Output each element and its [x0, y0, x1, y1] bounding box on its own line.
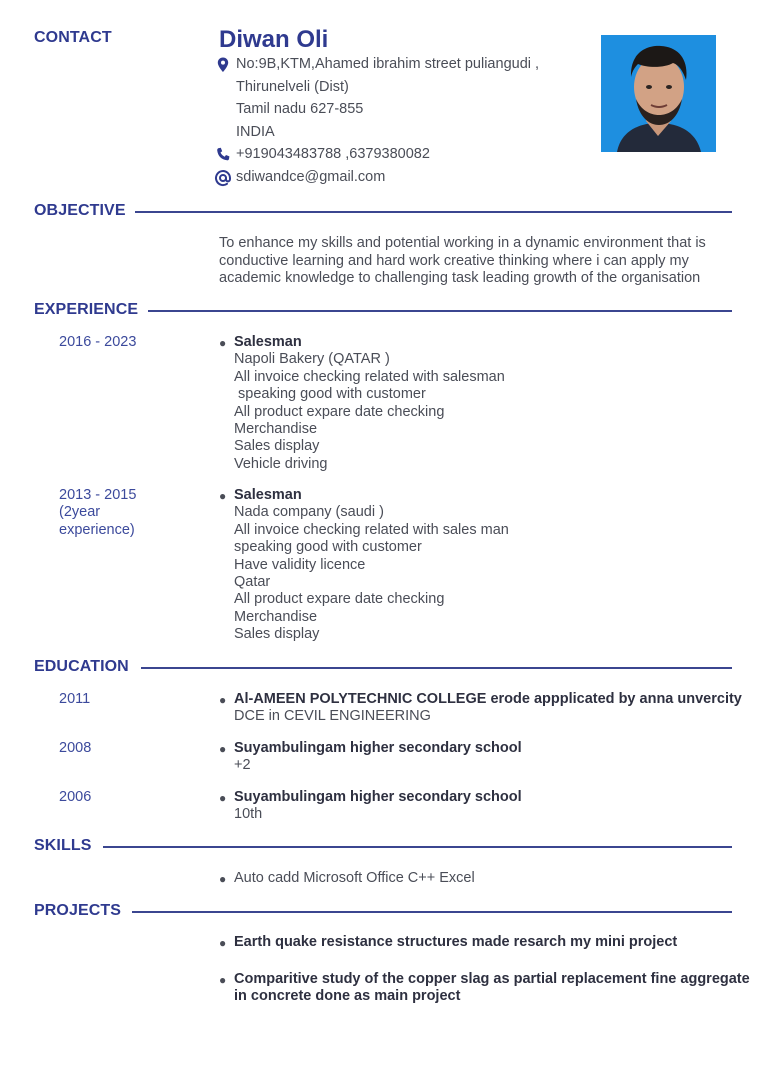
objective-line-1: To enhance my skills and potential working in a dynamic environment that is [219, 235, 706, 251]
experience-2-line: All invoice checking related with sales man [234, 521, 509, 538]
experience-1-years: 2016 - 2023 [59, 334, 137, 350]
bullet-icon: ● [219, 693, 227, 707]
bullet-icon: ● [219, 336, 227, 350]
experience-1-title: Salesman [234, 334, 302, 350]
bullet-icon: ● [219, 872, 227, 886]
project-2-line: in concrete done as main project [234, 988, 461, 1005]
education-divider [141, 667, 732, 669]
experience-2-years-line: (2year [59, 504, 101, 521]
education-2-entry [234, 740, 522, 775]
experience-2-entry [234, 487, 509, 644]
skills-heading: SKILLS [34, 837, 92, 854]
project-2 [234, 971, 750, 1006]
education-3-detail: 10th [234, 806, 263, 823]
education-3-entry [234, 789, 522, 824]
address-line-1: No:9B,KTM,Ahamed ibrahim street puliangudi , [236, 56, 540, 72]
address-line-2: Thirunelveli (Dist) [236, 79, 349, 95]
experience-1-line: speaking good with customer [234, 386, 426, 403]
skills-divider [103, 846, 732, 848]
experience-2-years-line: experience) [59, 521, 135, 538]
bullet-icon: ● [219, 973, 227, 987]
contact-heading: CONTACT [34, 29, 112, 46]
project-2-line: Comparitive study of the copper slag as partial replacement fine aggregate [234, 971, 750, 987]
phone-number: +919043483788 ,6379380082 [236, 146, 430, 162]
experience-2-title: Salesman [234, 487, 302, 503]
objective-divider [135, 211, 732, 213]
experience-2-line: Have validity licence [234, 556, 366, 573]
projects-divider [132, 911, 732, 913]
experience-divider [148, 310, 732, 312]
bullet-icon: ● [219, 489, 227, 503]
education-2-title: Suyambulingam higher secondary school [234, 740, 522, 756]
experience-2-line: Qatar [234, 574, 271, 591]
experience-1-line: Merchandise [234, 421, 318, 438]
bullet-icon: ● [219, 936, 227, 950]
objective-heading: OBJECTIVE [34, 202, 126, 219]
education-1-detail: DCE in CEVIL ENGINEERING [234, 708, 431, 725]
experience-1-line: Sales display [234, 438, 320, 455]
education-1-entry [234, 691, 742, 726]
experience-1-line: Napoli Bakery (QATAR ) [234, 351, 390, 368]
education-3-title: Suyambulingam higher secondary school [234, 789, 522, 805]
project-1-line: Earth quake resistance structures made resarch my mini project [234, 934, 678, 950]
bullet-icon: ● [219, 742, 227, 756]
address-line-4: INDIA [236, 124, 275, 140]
experience-1-line: All product expare date checking [234, 403, 445, 420]
experience-1-line: All invoice checking related with salesman [234, 368, 505, 385]
profile-photo [601, 35, 716, 152]
experience-2-line: speaking good with customer [234, 539, 422, 556]
education-2-year: 2008 [59, 740, 92, 756]
project-1 [234, 934, 677, 951]
experience-2-years [59, 487, 136, 539]
address-line-3: Tamil nadu 627-855 [236, 101, 364, 117]
objective-line-3: academic knowledge to challenging task leading growth of the organisation [219, 270, 701, 286]
experience-2-line: All product expare date checking [234, 591, 445, 608]
bullet-icon: ● [219, 791, 227, 805]
experience-1-entry [234, 334, 505, 473]
projects-heading: PROJECTS [34, 902, 122, 919]
education-2-detail: +2 [234, 757, 251, 774]
candidate-name: Diwan Oli [219, 26, 329, 53]
experience-heading: EXPERIENCE [34, 301, 139, 318]
email-address: sdiwandce@gmail.com [236, 169, 386, 185]
experience-2-years-line: 2013 - 2015 [59, 487, 137, 503]
experience-2-line: Sales display [234, 626, 320, 643]
education-1-title: Al-AMEEN POLYTECHNIC COLLEGE erode appplicated by anna unvercity [234, 691, 742, 707]
location-pin-icon [214, 56, 232, 74]
education-1-year: 2011 [59, 691, 91, 707]
skills-item: Auto cadd Microsoft Office C++ Excel [234, 870, 475, 886]
experience-2-line: Merchandise [234, 608, 318, 625]
objective-line-2: conductive learning and hard work creative thinking where i can apply my [219, 253, 689, 269]
experience-1-line: Vehicle driving [234, 455, 328, 472]
education-3-year: 2006 [59, 789, 92, 805]
at-sign-icon [214, 169, 232, 187]
education-heading: EDUCATION [34, 658, 129, 675]
phone-icon [214, 146, 232, 164]
experience-2-line: Nada company (saudi ) [234, 504, 384, 521]
